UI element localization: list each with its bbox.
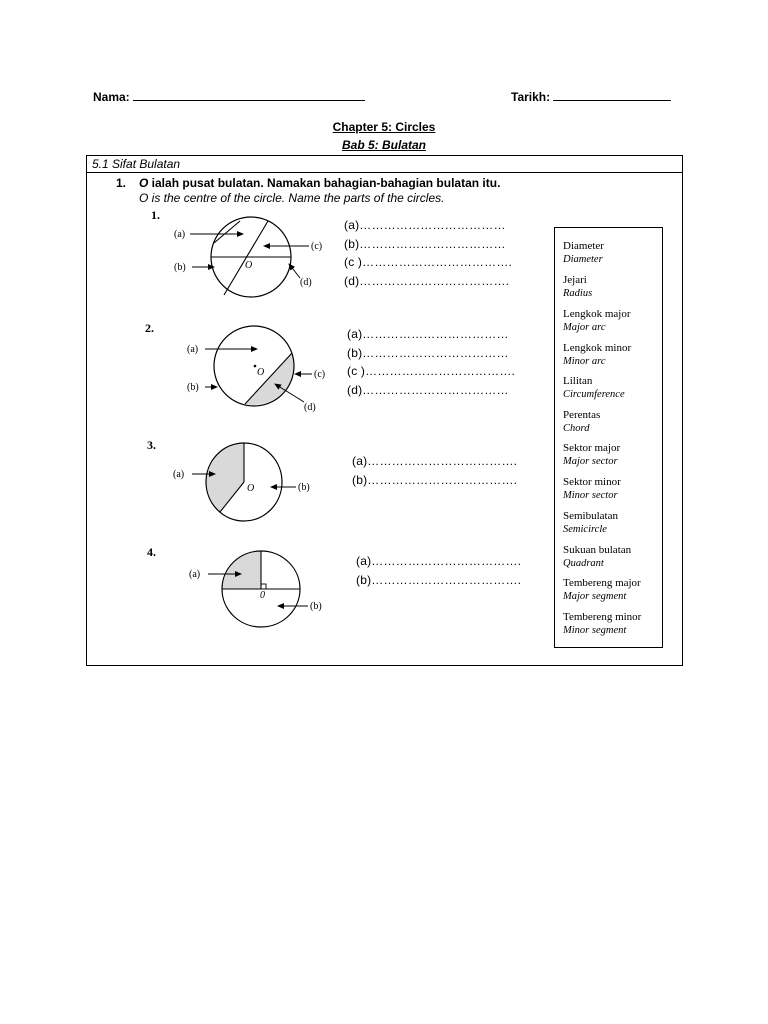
- diagram-3-sector: [206, 443, 244, 512]
- diagram-1-arrow-d: [289, 264, 300, 278]
- answer-1c[interactable]: (c )……………………………….: [344, 255, 513, 269]
- question-number: 1.: [116, 176, 127, 190]
- diagram-1-label-a: (a): [174, 229, 186, 240]
- date-label: Tarikh:: [511, 90, 551, 104]
- diagram-3: [173, 443, 310, 521]
- word-bank-item: Semibulatan Semicircle: [563, 510, 618, 535]
- diagram-3-label-b: (b): [298, 482, 310, 493]
- diagram-3-label-a: (a): [173, 469, 185, 480]
- word-bank-item: Jejari Radius: [563, 274, 593, 299]
- diagram-1: [174, 217, 322, 297]
- word-bank: [554, 227, 663, 648]
- diagram-4-quadrant: [222, 551, 261, 589]
- answer-1a[interactable]: (a)………………………………: [344, 218, 506, 232]
- diagram-1-label-d: (d): [300, 277, 312, 288]
- diagram-4-number: 4.: [147, 545, 156, 559]
- word-bank-item: Lengkok major Major arc: [563, 308, 631, 333]
- answer-4a[interactable]: (a)……………………………….: [356, 554, 522, 568]
- word-bank-item: Sektor minor Minor sector: [563, 476, 621, 501]
- diagram-2-centre: O: [257, 367, 265, 378]
- answer-2c[interactable]: (c )……………………………….: [347, 364, 516, 378]
- name-label: Nama:: [93, 90, 130, 104]
- diagram-4-label-a: (a): [189, 569, 201, 580]
- word-bank-item: Tembereng major Major segment: [563, 577, 641, 602]
- diagram-2-label-a: (a): [187, 344, 199, 355]
- diagram-2: [187, 326, 325, 413]
- diagram-4: [189, 551, 322, 627]
- diagram-4-right-angle: [261, 584, 266, 589]
- diagram-2-number: 2.: [145, 321, 154, 335]
- diagram-2-centre-dot: [254, 365, 257, 368]
- word-bank-item: Perentas Chord: [563, 409, 601, 434]
- answer-1b[interactable]: (b)………………………………: [344, 237, 506, 251]
- answer-3b[interactable]: (b)……………………………….: [352, 473, 518, 487]
- question-malay: O ialah pusat bulatan. Namakan bahagian-bahagian bulatan itu.: [139, 176, 501, 190]
- diagram-4-label-b: (b): [310, 601, 322, 612]
- diagram-4-centre: 0: [260, 590, 265, 601]
- word-bank-item: Lilitan Circumference: [563, 375, 625, 400]
- answer-3a[interactable]: (a)……………………………….: [352, 454, 518, 468]
- diagram-2-label-b: (b): [187, 382, 199, 393]
- question-english: O is the centre of the circle. Name the parts of the circles.: [139, 191, 445, 205]
- section-heading: 5.1 Sifat Bulatan: [92, 157, 181, 171]
- word-bank-item: Tembereng minor Minor segment: [563, 611, 642, 636]
- answer-2a[interactable]: (a)………………………………: [347, 327, 509, 341]
- word-bank-item: Lengkok minor Minor arc: [563, 342, 632, 367]
- diagram-1-chord: [224, 221, 268, 295]
- diagram-2-label-d: (d): [304, 402, 316, 413]
- diagram-1-label-b: (b): [174, 262, 186, 273]
- word-bank-item: Diameter Diameter: [563, 240, 604, 265]
- diagram-2-segment: [245, 353, 294, 405]
- diagram-3-number: 3.: [147, 438, 156, 452]
- diagram-1-label-c: (c): [311, 241, 323, 252]
- diagram-2-label-c: (c): [314, 369, 326, 380]
- answer-2b[interactable]: (b)………………………………: [347, 346, 509, 360]
- answer-2d[interactable]: (d)………………………………: [347, 383, 509, 397]
- diagram-3-centre: O: [247, 483, 255, 494]
- diagram-1-centre: O: [245, 260, 253, 271]
- answer-1d[interactable]: (d)……………………………….: [344, 274, 510, 288]
- word-bank-item: Sukuan bulatan Quadrant: [563, 544, 632, 569]
- chapter-title-malay: Bab 5: Bulatan: [341, 138, 426, 152]
- diagram-1-number: 1.: [151, 208, 160, 222]
- chapter-title: Chapter 5: Circles: [332, 120, 436, 134]
- word-bank-item: Sektor major Major sector: [563, 442, 621, 467]
- answer-4b[interactable]: (b)……………………………….: [356, 573, 522, 587]
